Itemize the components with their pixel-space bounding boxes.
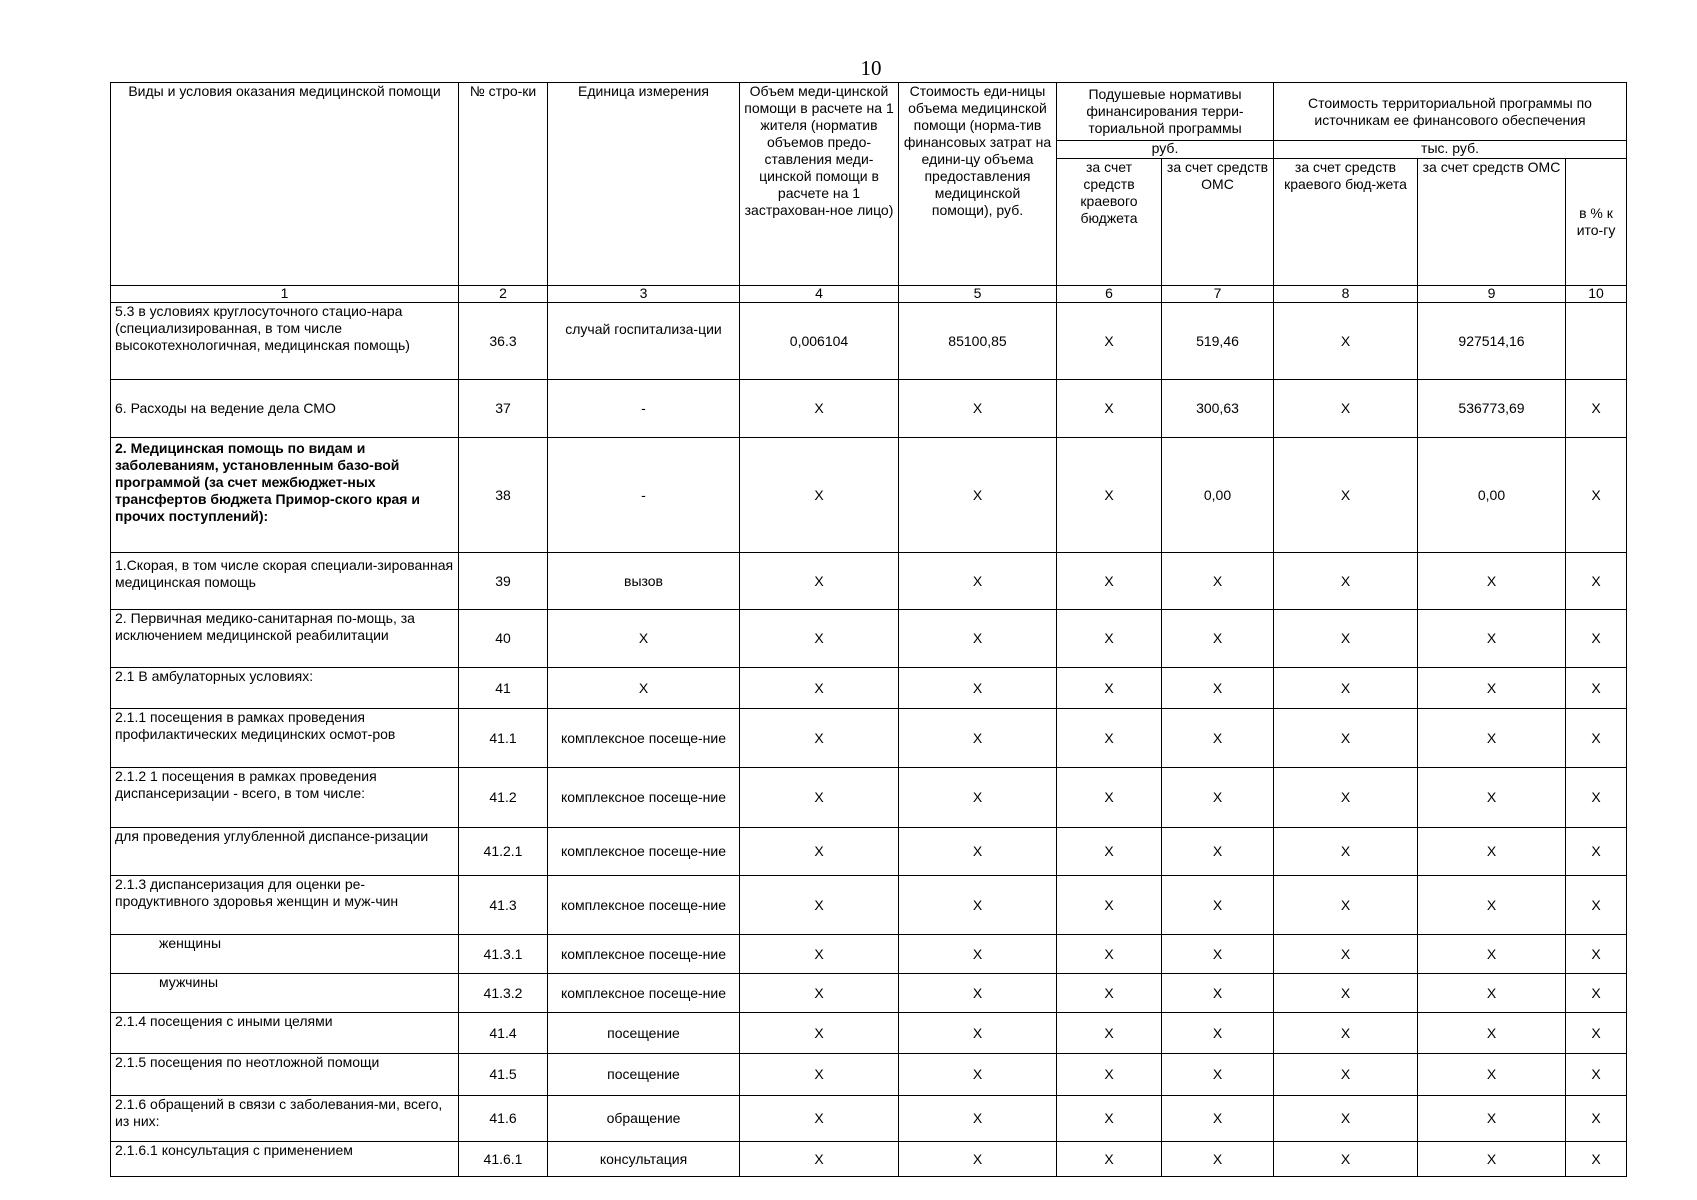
row-cost-budget: X — [1274, 380, 1418, 438]
row-cost-oms: X — [1418, 876, 1566, 935]
table-row — [111, 1054, 1627, 1096]
row-unit-cost: X — [899, 553, 1057, 610]
row-line-number: 41.3.1 — [459, 935, 548, 974]
row-percent: X — [1566, 876, 1627, 935]
header-unit-cost: Стоимость еди-ницы объема медицинской помощи (норма-тив финансовых затрат на едини-цу объема предоставления медицинской помощи), руб. — [899, 83, 1057, 286]
row-cost-budget: X — [1274, 1142, 1418, 1177]
col-number: 2 — [459, 286, 548, 303]
row-line-number: 38 — [459, 438, 548, 553]
table-row — [111, 935, 1627, 974]
table-row — [111, 876, 1627, 935]
row-per-capita-budget: X — [1057, 974, 1162, 1013]
col-number: 6 — [1057, 286, 1162, 303]
row-care-type: 6. Расходы на ведение дела СМО — [111, 380, 459, 438]
row-care-type: 2.1.6 обращений в связи с заболевания-ми, всего, из них: — [111, 1096, 459, 1142]
row-cost-budget: X — [1274, 610, 1418, 668]
row-care-type: 2.1.1 посещения в рамках проведения профилактических медицинских осмот-ров — [111, 709, 459, 768]
row-per-capita-oms: X — [1162, 1013, 1274, 1054]
row-percent: X — [1566, 553, 1627, 610]
row-cost-oms: X — [1418, 1054, 1566, 1096]
row-unit: комплексное посеще-ние — [548, 974, 740, 1013]
row-per-capita-budget: X — [1057, 876, 1162, 935]
row-unit: комплексное посеще-ние — [548, 828, 740, 876]
row-unit: комплексное посеще-ние — [548, 876, 740, 935]
row-volume: X — [740, 1054, 899, 1096]
row-line-number: 41 — [459, 668, 548, 709]
row-care-type: 2.1.3 диспансеризация для оценки ре-продуктивного здоровья женщин и муж-чин — [111, 876, 459, 935]
table-row — [111, 553, 1627, 610]
row-volume: X — [740, 828, 899, 876]
row-cost-oms: 0,00 — [1418, 438, 1566, 553]
row-unit-cost: X — [899, 935, 1057, 974]
col-number: 10 — [1566, 286, 1627, 303]
page-number: 10 — [860, 56, 882, 80]
row-percent: X — [1566, 668, 1627, 709]
row-cost-budget: X — [1274, 303, 1418, 380]
row-percent: X — [1566, 935, 1627, 974]
row-cost-budget: X — [1274, 709, 1418, 768]
row-unit-cost: X — [899, 438, 1057, 553]
row-unit: - — [548, 438, 740, 553]
row-unit: обращение — [548, 1096, 740, 1142]
row-cost-oms: X — [1418, 668, 1566, 709]
row-per-capita-budget: X — [1057, 709, 1162, 768]
row-per-capita-budget: X — [1057, 668, 1162, 709]
row-per-capita-budget: X — [1057, 828, 1162, 876]
row-line-number: 41.3 — [459, 876, 548, 935]
row-cost-budget: X — [1274, 1013, 1418, 1054]
header-line-number: № стро-ки — [459, 83, 548, 286]
header-care-type: Виды и условия оказания медицинской помощи — [111, 83, 459, 286]
row-care-type: мужчины — [111, 974, 459, 1013]
row-care-type: 2.1 В амбулаторных условиях: — [111, 668, 459, 709]
row-volume: 0,006104 — [740, 303, 899, 380]
row-care-type: 2.1.4 посещения с иными целями — [111, 1013, 459, 1054]
row-volume: X — [740, 610, 899, 668]
col-number: 9 — [1418, 286, 1566, 303]
header-volume: Объем меди-цинской помощи в расчете на 1 жителя (норматив объемов предо-ставления меди-цинской помощи в расчете на 1 застрахован-ное лицо) — [740, 83, 899, 286]
table-row — [111, 610, 1627, 668]
row-line-number: 37 — [459, 380, 548, 438]
col-number: 4 — [740, 286, 899, 303]
header-regional-budget-cost: за счет средств краевого бюд-жета — [1274, 159, 1418, 286]
table-row — [111, 974, 1627, 1013]
row-cost-oms: X — [1418, 935, 1566, 974]
row-unit: вызов — [548, 553, 740, 610]
row-care-type: 1.Скорая, в том числе скорая специали-зированная медицинская помощь — [111, 553, 459, 610]
row-care-type: 2. Медицинская помощь по видам и заболеваниям, установленным базо-вой программой (за счет межбюджет-ных трансфертов бюджета Примор-ского края и прочих поступлений): — [111, 438, 459, 553]
row-unit-cost: X — [899, 1142, 1057, 1177]
row-volume: X — [740, 380, 899, 438]
row-cost-budget: X — [1274, 553, 1418, 610]
row-unit-cost: X — [899, 668, 1057, 709]
row-per-capita-oms: X — [1162, 1054, 1274, 1096]
header-unit-thousand: тыс. руб. — [1274, 141, 1627, 159]
program-cost-table — [110, 82, 1627, 1177]
col-number: 3 — [548, 286, 740, 303]
row-percent — [1566, 303, 1627, 380]
header-unit: Единица измерения — [548, 83, 740, 286]
row-per-capita-budget: X — [1057, 1013, 1162, 1054]
table-row — [111, 768, 1627, 828]
row-unit: комплексное посеще-ние — [548, 935, 740, 974]
row-volume: X — [740, 768, 899, 828]
row-cost-oms: X — [1418, 1013, 1566, 1054]
table-row — [111, 438, 1627, 553]
row-unit-cost: X — [899, 380, 1057, 438]
row-volume: X — [740, 974, 899, 1013]
row-line-number: 41.3.2 — [459, 974, 548, 1013]
row-per-capita-oms: X — [1162, 935, 1274, 974]
row-volume: X — [740, 935, 899, 974]
row-percent: X — [1566, 1096, 1627, 1142]
row-per-capita-oms: 519,46 — [1162, 303, 1274, 380]
header-cost-group: Стоимость территориальной программы по источникам ее финансового обеспечения — [1274, 83, 1627, 141]
row-per-capita-budget: X — [1057, 1096, 1162, 1142]
row-care-type: для проведения углубленной диспансе-ризации — [111, 828, 459, 876]
table-row — [111, 303, 1627, 380]
header-oms: за счет средств ОМС — [1162, 159, 1274, 286]
row-cost-oms: X — [1418, 1096, 1566, 1142]
row-line-number: 36.3 — [459, 303, 548, 380]
row-percent: X — [1566, 828, 1627, 876]
row-cost-budget: X — [1274, 1054, 1418, 1096]
table-row — [111, 380, 1627, 438]
row-unit: случай госпитализа-ции — [548, 303, 740, 380]
row-per-capita-oms: X — [1162, 709, 1274, 768]
row-line-number: 41.2.1 — [459, 828, 548, 876]
row-volume: X — [740, 668, 899, 709]
row-per-capita-oms: X — [1162, 610, 1274, 668]
table-row — [111, 709, 1627, 768]
row-line-number: 41.6 — [459, 1096, 548, 1142]
row-per-capita-oms: X — [1162, 1142, 1274, 1177]
row-cost-oms: X — [1418, 709, 1566, 768]
row-volume: X — [740, 1096, 899, 1142]
col-number: 5 — [899, 286, 1057, 303]
row-volume: X — [740, 553, 899, 610]
row-care-type: 2.1.5 посещения по неотложной помощи — [111, 1054, 459, 1096]
row-per-capita-oms: X — [1162, 553, 1274, 610]
row-per-capita-budget: X — [1057, 553, 1162, 610]
row-care-type: 2.1.6.1 консультация с применением — [111, 1142, 459, 1177]
row-cost-oms: X — [1418, 828, 1566, 876]
row-unit-cost: X — [899, 610, 1057, 668]
row-cost-oms: X — [1418, 974, 1566, 1013]
row-unit: посещение — [548, 1054, 740, 1096]
row-cost-budget: X — [1274, 768, 1418, 828]
row-care-type: 2.1.2 1 посещения в рамках проведения диспансеризации - всего, в том числе: — [111, 768, 459, 828]
row-per-capita-oms: 0,00 — [1162, 438, 1274, 553]
row-per-capita-budget: X — [1057, 303, 1162, 380]
row-volume: X — [740, 438, 899, 553]
row-cost-budget: X — [1274, 668, 1418, 709]
row-unit: комплексное посеще-ние — [548, 768, 740, 828]
row-unit: X — [548, 668, 740, 709]
row-unit: комплексное посеще-ние — [548, 709, 740, 768]
header-percent-total: в % к ито-гу — [1566, 159, 1627, 286]
row-per-capita-oms: X — [1162, 1096, 1274, 1142]
row-unit: - — [548, 380, 740, 438]
row-unit: консультация — [548, 1142, 740, 1177]
row-per-capita-budget: X — [1057, 1142, 1162, 1177]
row-unit-cost: X — [899, 709, 1057, 768]
row-line-number: 39 — [459, 553, 548, 610]
row-unit: посещение — [548, 1013, 740, 1054]
table-row — [111, 1096, 1627, 1142]
row-cost-budget: X — [1274, 438, 1418, 553]
row-per-capita-oms: X — [1162, 668, 1274, 709]
row-volume: X — [740, 709, 899, 768]
row-percent: X — [1566, 974, 1627, 1013]
col-number: 8 — [1274, 286, 1418, 303]
row-care-type: 5.3 в условиях круглосуточного стацио-нара (специализированная, в том числе высокотехнологичная, медицинская помощь) — [111, 303, 459, 380]
row-percent: X — [1566, 768, 1627, 828]
header-unit-rub: руб. — [1057, 141, 1274, 159]
row-per-capita-budget: X — [1057, 768, 1162, 828]
row-cost-oms: X — [1418, 768, 1566, 828]
row-unit-cost: X — [899, 1013, 1057, 1054]
row-cost-budget: X — [1274, 1096, 1418, 1142]
table-row — [111, 668, 1627, 709]
row-per-capita-oms: X — [1162, 828, 1274, 876]
row-percent: X — [1566, 1013, 1627, 1054]
table-row — [111, 828, 1627, 876]
row-percent: X — [1566, 709, 1627, 768]
row-cost-budget: X — [1274, 935, 1418, 974]
row-line-number: 41.6.1 — [459, 1142, 548, 1177]
row-per-capita-budget: X — [1057, 1054, 1162, 1096]
row-per-capita-oms: X — [1162, 974, 1274, 1013]
row-line-number: 41.4 — [459, 1013, 548, 1054]
row-cost-oms: X — [1418, 1142, 1566, 1177]
col-number: 7 — [1162, 286, 1274, 303]
row-percent: X — [1566, 380, 1627, 438]
row-line-number: 41.5 — [459, 1054, 548, 1096]
row-percent: X — [1566, 438, 1627, 553]
row-cost-budget: X — [1274, 876, 1418, 935]
row-per-capita-oms: 300,63 — [1162, 380, 1274, 438]
row-unit-cost: X — [899, 768, 1057, 828]
row-care-type: 2. Первичная медико-санитарная по-мощь, за исключением медицинской реабилитации — [111, 610, 459, 668]
table-row — [111, 1013, 1627, 1054]
header-regional-budget: за счет средств краевого бюджета — [1057, 159, 1162, 286]
row-percent: X — [1566, 610, 1627, 668]
row-care-type: женщины — [111, 935, 459, 974]
row-per-capita-budget: X — [1057, 380, 1162, 438]
col-number: 1 — [111, 286, 459, 303]
header-oms-cost: за счет средств ОМС — [1418, 159, 1566, 286]
table-row — [111, 1142, 1627, 1177]
row-per-capita-budget: X — [1057, 438, 1162, 553]
row-cost-budget: X — [1274, 974, 1418, 1013]
row-volume: X — [740, 1142, 899, 1177]
row-unit-cost: X — [899, 1096, 1057, 1142]
row-per-capita-budget: X — [1057, 610, 1162, 668]
row-unit: X — [548, 610, 740, 668]
header-per-capita-group: Подушевые нормативы финансирования терри-ториальной программы — [1057, 83, 1274, 141]
row-cost-budget: X — [1274, 828, 1418, 876]
row-unit-cost: X — [899, 828, 1057, 876]
row-unit-cost: X — [899, 974, 1057, 1013]
row-cost-oms: 536773,69 — [1418, 380, 1566, 438]
row-volume: X — [740, 1013, 899, 1054]
row-percent: X — [1566, 1054, 1627, 1096]
row-per-capita-oms: X — [1162, 768, 1274, 828]
row-unit-cost: 85100,85 — [899, 303, 1057, 380]
row-line-number: 41.1 — [459, 709, 548, 768]
row-per-capita-oms: X — [1162, 876, 1274, 935]
row-unit-cost: X — [899, 876, 1057, 935]
row-cost-oms: X — [1418, 553, 1566, 610]
row-cost-oms: X — [1418, 610, 1566, 668]
row-cost-oms: 927514,16 — [1418, 303, 1566, 380]
row-volume: X — [740, 876, 899, 935]
row-per-capita-budget: X — [1057, 935, 1162, 974]
row-unit-cost: X — [899, 1054, 1057, 1096]
row-percent: X — [1566, 1142, 1627, 1177]
row-line-number: 41.2 — [459, 768, 548, 828]
row-line-number: 40 — [459, 610, 548, 668]
